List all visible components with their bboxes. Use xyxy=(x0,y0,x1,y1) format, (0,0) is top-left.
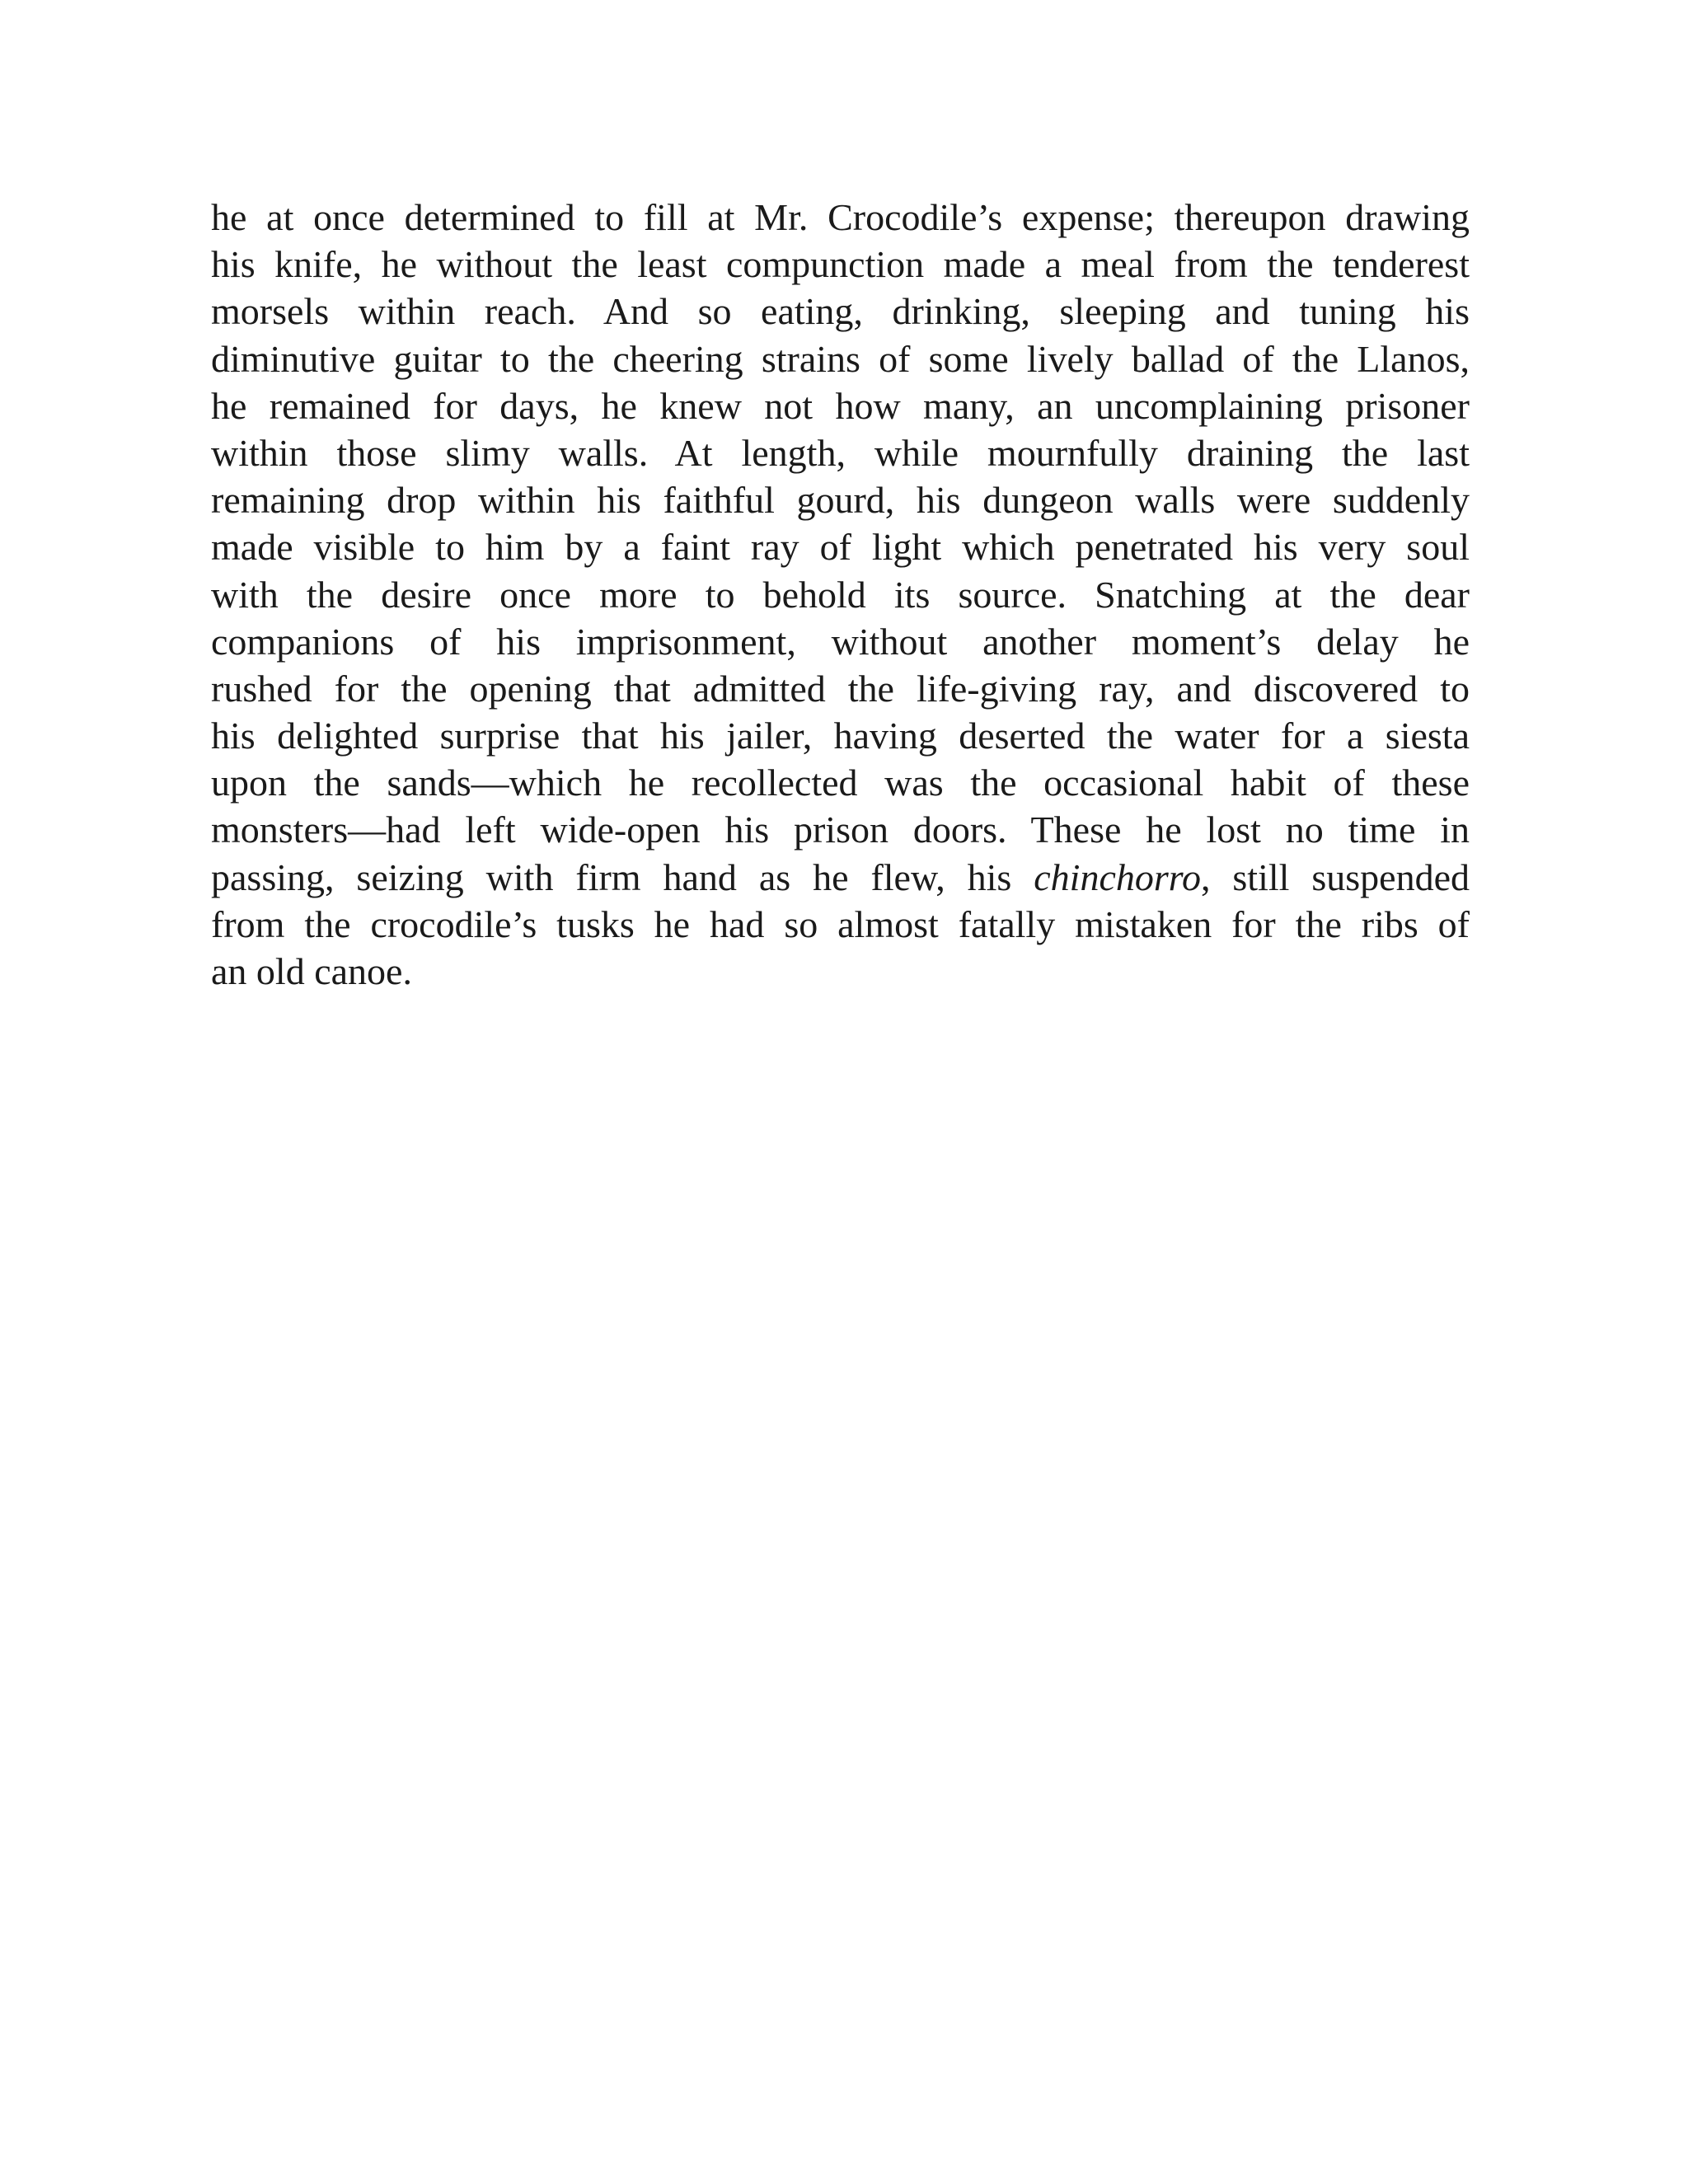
text-line: remaining drop within his faithful gourd, his dungeon walls were suddenly xyxy=(211,479,1470,522)
text-line-with-italic xyxy=(211,854,1470,901)
text-line: he remained for days, he knew not how many, an uncomplaining prisoner xyxy=(211,384,1470,427)
text-line: morsels within reach. And so eating, drinking, sleeping and tuning his xyxy=(211,290,1470,333)
text-line: made visible to him by a faint ray of light which penetrated his very soul xyxy=(211,526,1470,569)
text-line: within those slimy walls. At length, while mournfully draining the last xyxy=(211,431,1470,474)
italic-word: chinchorro xyxy=(1034,855,1201,898)
text-segment: , still suspended xyxy=(1200,855,1470,898)
text-line: rushed for the opening that admitted the life-giving ray, and discovered to xyxy=(211,667,1470,710)
text-line: from the crocodile’s tusks he had so almost fatally mistaken for the ribs of xyxy=(211,902,1470,945)
text-line: with the desire once more to behold its source. Snatching at the dear xyxy=(211,573,1470,616)
text-line: monsters—had left wide-open his prison doors. These he lost no time in xyxy=(211,808,1470,851)
body-paragraph xyxy=(211,194,1470,995)
text-line: companions of his imprisonment, without another moment’s delay he xyxy=(211,620,1470,663)
text-line: he at once determined to fill at Mr. Crocodile’s expense; thereupon drawing xyxy=(211,196,1470,238)
text-line-last: an old canoe. xyxy=(211,950,412,992)
text-segment: passing, seizing with firm hand as he flew, his xyxy=(211,855,1034,898)
text-line: diminutive guitar to the cheering strains of some lively ballad of the Llanos, xyxy=(211,337,1470,380)
text-line: his delighted surprise that his jailer, having deserted the water for a siesta xyxy=(211,715,1470,757)
text-line: upon the sands—which he recollected was the occasional habit of these xyxy=(211,762,1470,804)
text-line: his knife, he without the least compunction made a meal from the tenderest xyxy=(211,243,1470,286)
